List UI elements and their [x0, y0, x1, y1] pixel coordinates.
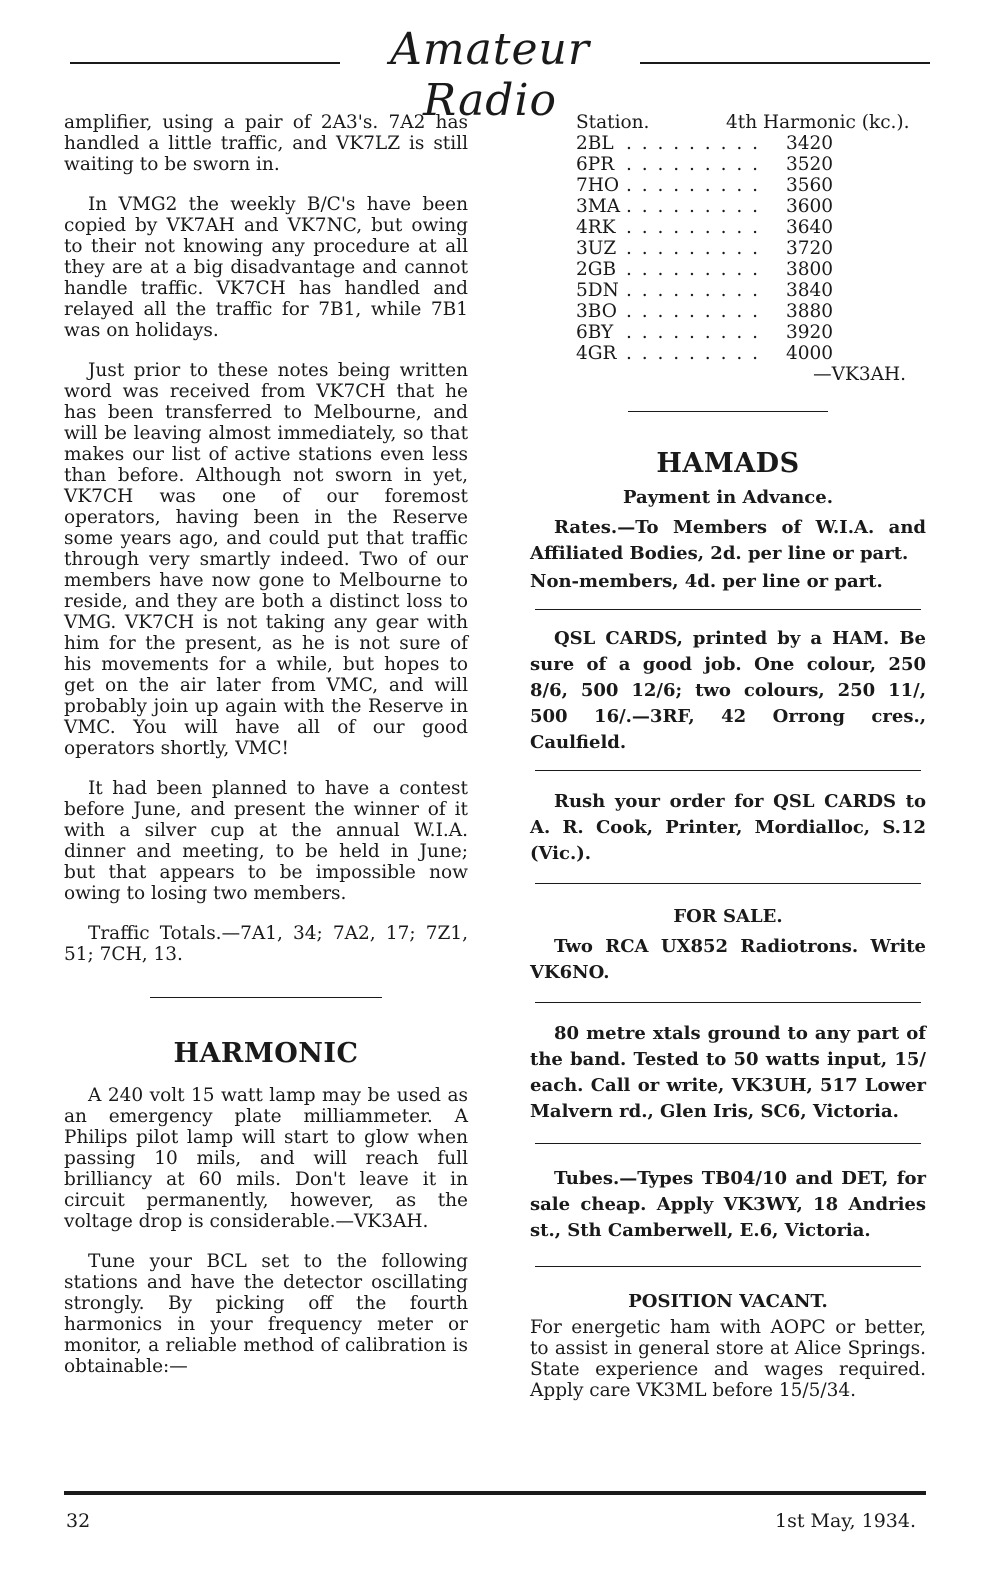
harmonic-kc: 3420: [786, 133, 834, 154]
station-call: 2BL: [576, 133, 614, 154]
harmonic-kc: 3920: [786, 322, 834, 343]
paragraph: amplifier, using a pair of 2A3's. 7A2 has handled a little traffic, and VK7LZ is still waiting to be sworn in.: [64, 112, 468, 175]
footer-rule: [64, 1491, 926, 1495]
masthead-title: Amateur Radio: [390, 24, 590, 126]
harmonic-kc: 3600: [786, 196, 834, 217]
paragraph: In VMG2 the weekly B/C's have been copied by VK7AH and VK7NC, but owing to their not knowing any procedure at all they are at a big disadvantage and cannot handle traffic. VK7CH has handled and relayed all the traffic for 7B1, while 7B1 was on holidays.: [64, 194, 468, 341]
station-call: 3UZ: [576, 238, 617, 259]
divider: [150, 997, 382, 998]
station-row: [576, 133, 926, 154]
ad-cook-printer: [530, 789, 926, 867]
station-rows: [576, 133, 926, 364]
leader-dots: . . . . . . . . .: [626, 154, 760, 175]
rates-nonmembers: Non-members, 4d. per line or part.: [530, 571, 883, 592]
left-column: [64, 112, 468, 1396]
station-call: 2GB: [576, 259, 617, 280]
leader-dots: . . . . . . . . .: [626, 280, 760, 301]
divider: [535, 609, 921, 610]
ad-qsl-cards: [530, 626, 926, 756]
station-call: 3BO: [576, 301, 617, 322]
station-call: 6BY: [576, 322, 614, 343]
harmonic-kc: 3640: [786, 217, 834, 238]
paragraph: A 240 volt 15 watt lamp may be used as an emergency plate milliammeter. A Philips pilot lamp will start to glow when passing 10 mils, and will reach full brilliancy at 60 mils. Don't leave it in circuit permanently, however, as the voltage drop is considerable.—VK3AH.: [64, 1085, 468, 1232]
station-call: 7HO: [576, 175, 620, 196]
harmonic-kc: 3840: [786, 280, 834, 301]
ad-for-sale: [530, 904, 926, 986]
station-row: [576, 175, 926, 196]
harmonic-kc: 3520: [786, 154, 834, 175]
ad-position-vacant: [530, 1289, 926, 1401]
divider: [535, 1143, 921, 1144]
leader-dots: . . . . . . . . .: [626, 259, 760, 280]
divider: [628, 411, 828, 412]
ad-text: 80 metre xtals ground to any part of the band. Tested to 50 watts input, 15/ each. Call or write, VK3UH, 517 Lower Malvern rd., Glen Iris, SC6, Victoria.: [530, 1023, 926, 1122]
divider: [535, 883, 921, 884]
masthead-rule-right: [640, 62, 930, 64]
station-row: [576, 259, 926, 280]
table-signature: —VK3AH.: [813, 364, 906, 385]
position-heading: POSITION VACANT.: [628, 1291, 828, 1312]
paragraph: It had been planned to have a contest before June, and present the winner of it with a silver cup at the annual W.I.A. dinner and meeting, to be held in June; but that appears to be impossible now owing to losing two members.: [64, 778, 468, 904]
station-row: [576, 196, 926, 217]
ad-text: Rush your order for QSL CARDS to A. R. Cook, Printer, Mordialloc, S.12 (Vic.).: [530, 791, 926, 864]
station-row: [576, 322, 926, 343]
leader-dots: . . . . . . . . .: [626, 301, 760, 322]
station-call: 4RK: [576, 217, 616, 238]
payment-note: Payment in Advance.: [623, 487, 833, 508]
rates-members: Rates.—To Members of W.I.A. and Affiliated Bodies, 2d. per line or part.: [530, 517, 926, 564]
leader-dots: . . . . . . . . .: [626, 196, 760, 217]
station-row: [576, 280, 926, 301]
traffic-totals: Traffic Totals.—7A1, 34; 7A2, 17; 7Z1, 51; 7CH, 13.: [64, 923, 468, 965]
divider: [535, 1002, 921, 1003]
masthead-rule-left: [70, 62, 340, 64]
ad-xtals: [530, 1021, 926, 1125]
leader-dots: . . . . . . . . .: [626, 217, 760, 238]
harmonic-kc: 3720: [786, 238, 834, 259]
station-row: [576, 154, 926, 175]
leader-dots: . . . . . . . . .: [626, 133, 760, 154]
station-row: [576, 301, 926, 322]
ad-tubes: [530, 1166, 926, 1244]
harmonic-heading: HARMONIC: [173, 1038, 359, 1069]
harmonic-kc: 3560: [786, 175, 834, 196]
page-number: 32: [66, 1510, 91, 1532]
station-call: 3MA: [576, 196, 621, 217]
ad-text: For energetic ham with AOPC or better, to assist in general store at Alice Springs. State experience and wages required. Apply care VK3ML before 15/5/34.: [530, 1317, 926, 1401]
for-sale-heading: FOR SALE.: [673, 906, 783, 927]
hamads-heading: HAMADS: [656, 448, 800, 479]
header-station: Station.: [576, 112, 650, 133]
harmonic-kc: 4000: [786, 343, 834, 364]
leader-dots: . . . . . . . . .: [626, 175, 760, 196]
harmonic-kc: 3880: [786, 301, 834, 322]
station-table: [576, 112, 926, 385]
station-row: [576, 343, 926, 364]
station-row: [576, 238, 926, 259]
station-table-header: [576, 112, 926, 133]
ad-text: Two RCA UX852 Radiotrons. Write VK6NO.: [530, 936, 926, 983]
leader-dots: . . . . . . . . .: [626, 343, 760, 364]
station-call: 4GR: [576, 343, 617, 364]
divider: [535, 770, 921, 771]
harmonic-kc: 3800: [786, 259, 834, 280]
station-row: [576, 217, 926, 238]
issue-date: 1st May, 1934.: [775, 1510, 916, 1532]
station-call: 6PR: [576, 154, 615, 175]
hamads-rates: [530, 485, 926, 595]
leader-dots: . . . . . . . . .: [626, 322, 760, 343]
paragraph: Tune your BCL set to the following stations and have the detector oscillating strongly. By picking off the fourth harmonics in your frequency meter or monitor, a reliable method of calibration is obtainable:—: [64, 1251, 468, 1377]
ad-text: Tubes.—Types TB04/10 and DET, for sale cheap. Apply VK3WY, 18 Andries st., Sth Camberwell, E.6, Victoria.: [530, 1168, 926, 1241]
divider: [535, 1266, 921, 1267]
paragraph: Just prior to these notes being written word was received from VK7CH that he has been transferred to Melbourne, and will be leaving almost immediately, so that makes our list of active stations even less than before. Although not sworn in yet, VK7CH was one of our foremost operators, having been in the Reserve some years ago, and could put that traffic through very smartly indeed. Two of our members have now gone to Melbourne to reside, and they are both a distinct loss to VMG. VK7CH is not taking any gear with him for the present, as he is not sure of his movements for a while, but hopes to get on the air later from VMC, and will probably join up again with the Reserve in VMC. You will have all of our good operators shortly, VMC!: [64, 360, 468, 759]
ad-text: QSL CARDS, printed by a HAM. Be sure of a good job. One colour, 250 8/6, 500 12/6; two colours, 250 11/, 500 16/.—3RF, 42 Orrong cres., Caulfield.: [530, 628, 926, 753]
leader-dots: . . . . . . . . .: [626, 238, 760, 259]
station-call: 5DN: [576, 280, 619, 301]
header-harmonic: 4th Harmonic (kc.).: [726, 112, 910, 133]
right-column: [530, 112, 926, 1401]
